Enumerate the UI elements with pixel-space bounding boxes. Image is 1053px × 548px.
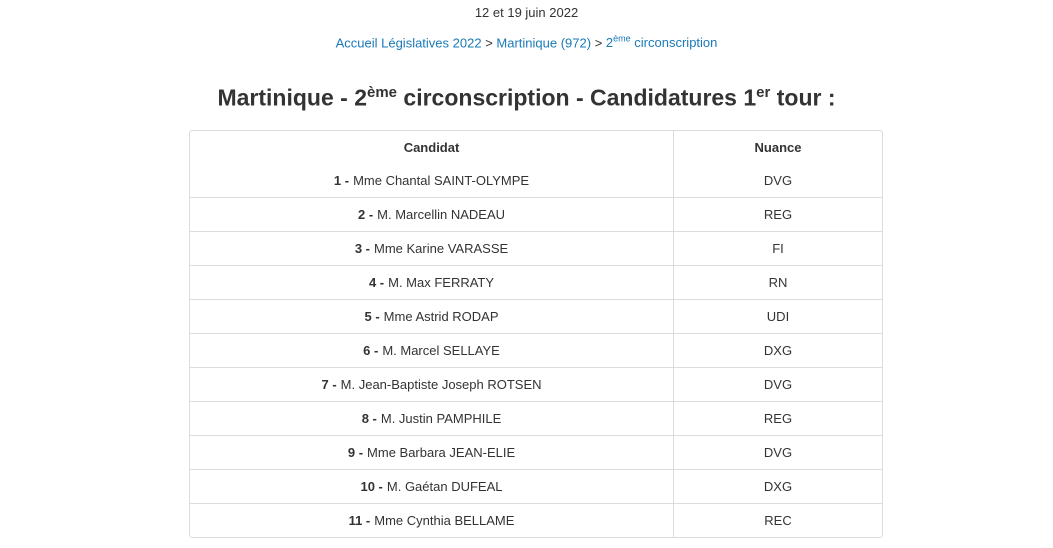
candidate-name: Mme Barbara JEAN-ELIE [367,445,516,460]
candidate-number: 6 - [363,343,379,358]
page-title [0,77,1053,114]
table-header-row [190,131,882,164]
breadcrumb-separator: > [485,35,493,51]
candidate-cell [190,232,674,265]
nuance-cell: REC [764,513,792,528]
title-sup1: ème [367,84,398,101]
candidate-cell [190,368,674,401]
nuance-cell: DXG [763,343,793,358]
candidate-number: 2 - [357,207,374,222]
table-row [190,333,882,367]
candidate-cell [190,504,674,537]
election-dates: 12 et 19 juin 2022 [474,5,579,20]
table-row [190,469,882,503]
nuance-cell: REG [763,207,793,222]
candidate-name: M. Justin PAMPHILE [380,411,502,426]
breadcrumb-circ-number: 2 [605,35,614,51]
breadcrumb [0,31,1053,51]
breadcrumb-circ-sup: ème [613,34,631,44]
column-header-candidat: Candidat [190,131,674,164]
candidate-number: 4 - [368,275,385,290]
candidate-name: M. Gaétan DUFEAL [386,479,503,494]
nuance-cell: REG [763,411,793,426]
title-part1: Martinique - 2 [217,84,367,111]
candidate-number: 7 - [321,377,337,392]
breadcrumb-circ-label: circonscription [634,35,718,51]
candidate-cell [190,164,674,197]
candidate-number: 9 - [347,445,364,460]
candidate-name: Mme Karine VARASSE [374,241,509,256]
table-row [190,231,882,265]
candidate-cell [190,334,674,367]
table-row [190,367,882,401]
candidate-number: 3 - [354,241,371,256]
table-row [190,435,882,469]
candidate-cell [190,300,674,333]
breadcrumb-link-home[interactable]: Accueil Législatives 2022 [335,35,482,51]
candidate-name: M. Max FERRATY [388,275,495,290]
candidate-name: Mme Astrid RODAP [383,309,499,324]
table-row [190,164,882,197]
nuance-cell: FI [772,241,784,256]
table-row [190,299,882,333]
nuance-cell: DVG [763,377,793,392]
candidate-cell [190,198,674,231]
candidate-name: Mme Chantal SAINT-OLYMPE [353,173,530,188]
candidate-number: 10 - [360,479,383,494]
table-row [190,265,882,299]
candidate-cell [190,266,674,299]
column-header-nuance: Nuance [754,140,802,155]
breadcrumb-link-circonscription[interactable] [606,35,717,50]
candidate-cell [190,402,674,435]
candidate-number: 8 - [361,411,377,426]
candidate-number: 5 - [364,309,380,324]
nuance-cell: RN [768,275,788,290]
candidates-table [189,130,883,538]
title-part2: circonscription - Candidatures 1 [403,84,757,111]
nuance-cell: DXG [763,479,793,494]
nuance-cell: UDI [766,309,790,324]
candidate-name: M. Jean-Baptiste Joseph ROTSEN [340,377,542,392]
table-row [190,401,882,435]
title-sup2: er [756,84,771,101]
candidate-cell [190,436,674,469]
candidate-name: M. Marcel SELLAYE [382,343,500,358]
candidate-number: 11 - [348,513,371,528]
table-row [190,197,882,231]
candidate-name: M. Marcellin NADEAU [377,207,506,222]
breadcrumb-link-department[interactable]: Martinique (972) [496,35,592,51]
nuance-cell: DVG [763,173,793,188]
candidate-cell [190,470,674,503]
nuance-cell: DVG [763,445,793,460]
title-part3: tour : [776,84,836,111]
candidate-name: Mme Cynthia BELLAME [374,513,515,528]
candidate-number: 1 - [333,173,350,188]
breadcrumb-separator: > [594,35,603,51]
table-row [190,503,882,537]
